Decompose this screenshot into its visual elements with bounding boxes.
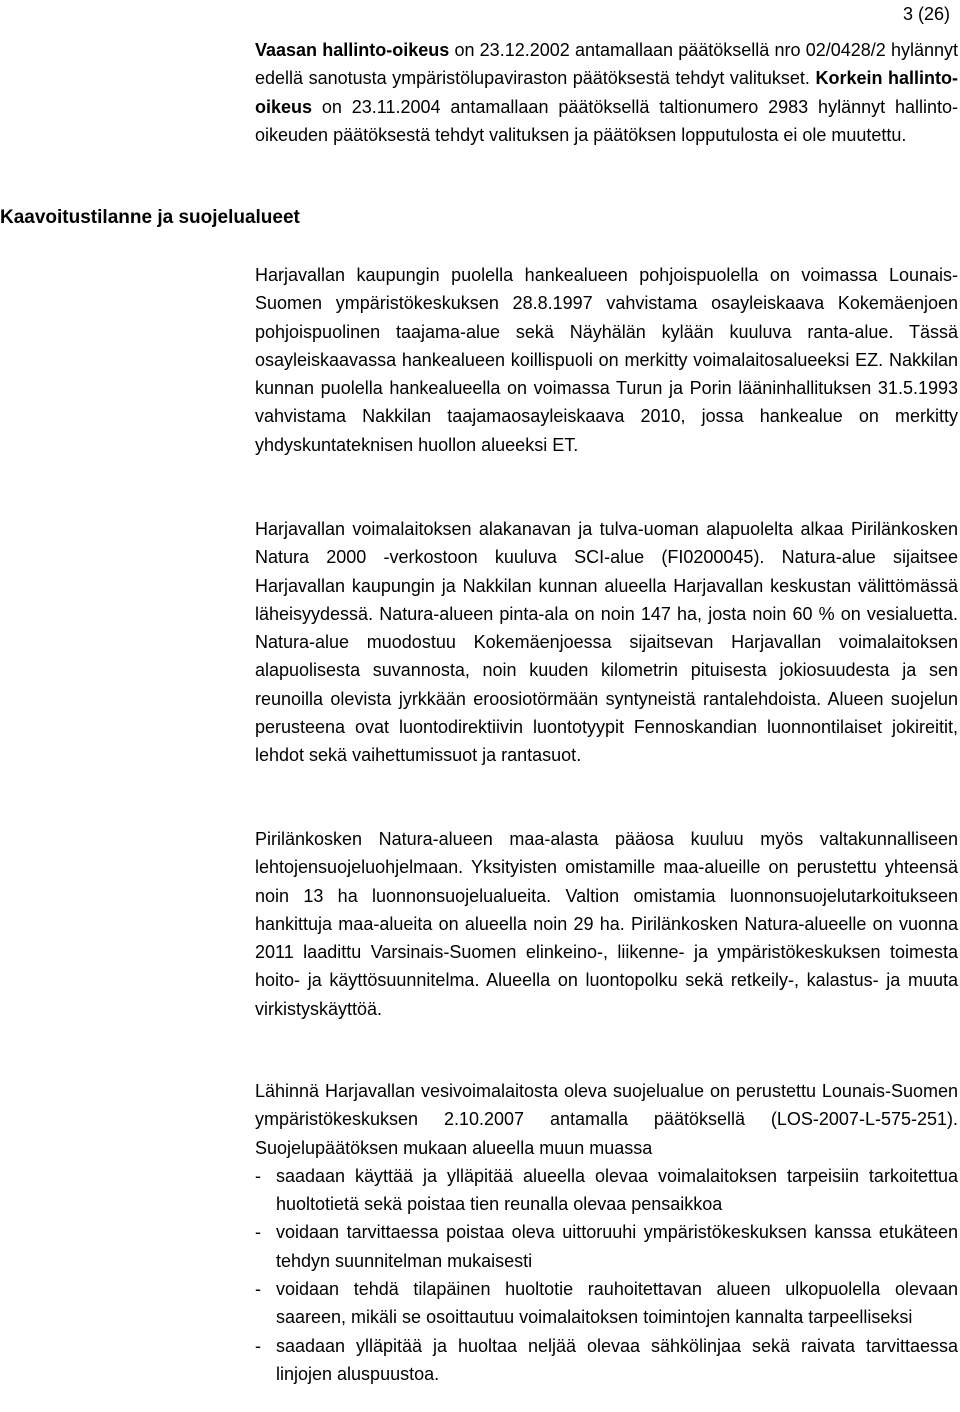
paragraph-protection-programmes	[255, 825, 958, 1023]
page-number: 3 (26)	[902, 4, 950, 24]
list-item	[255, 1332, 958, 1389]
paragraph3-text: Harjavallan voimalaitoksen alakanavan ja tulva-uoman alapuolelta alkaa Pirilänkosken Natura 2000 -verkostoon kuuluva SCI-alue (FI0200045). Natura-alue sijaitsee Harjavallan kaupungin ja Nakkilan kunnan alueella Harjavallan keskustan välittömässä läheisyydessä. Natura-alueen pinta-ala on noin 147 ha, josta noin 60 % on vesialuetta. Natura-alue muodostuu Kokemäenjoessa sijaitsevan Harjavallan voimalaitoksen alapuolisesta suvannosta, noin kuuden kilometrin pituisesta jokiosuudesta ja sen reunoilla olevista jyrkkään eroosiotörmään syntyneistä rantalehdoista. Alueen suojelun perusteena ovat luontodirektiivin luontotyypit Fennoskandian luonnontilaiset jokireitit, lehdot sekä vaihettumissuot ja rantasuot.	[255, 519, 958, 766]
list-item-text: voidaan tehdä tilapäinen huoltotie rauhoitettavan alueen ulkopuolella olevaan saareen, mikäli se osoittautuu voimalaitoksen toimintojen kannalta tarpeelliseksi	[276, 1279, 958, 1328]
list-dash: -	[255, 1335, 261, 1356]
section-heading: Kaavoitustilanne ja suojelualueet	[0, 207, 300, 228]
list-dash: -	[255, 1279, 261, 1300]
paragraph5-intro: Lähinnä Harjavallan vesivoimalaitosta oleva suojelualue on perustettu Lounais-Suomen ympäristökeskuksen 2.10.2007 antamalla päätöksellä (LOS-2007-L-575-251). Suojelupäätöksen mukaan alueella muun muassa	[255, 1081, 958, 1158]
decision-list	[255, 1162, 958, 1388]
paragraph-zoning	[255, 261, 958, 459]
list-dash: -	[255, 1165, 261, 1186]
paragraph-natura-area	[255, 515, 958, 770]
paragraph-court-decisions	[255, 36, 958, 149]
list-item	[255, 1162, 958, 1219]
paragraph-protection-decision	[255, 1077, 958, 1388]
paragraph2-text: Harjavallan kaupungin puolella hankealueen pohjoispuolella on voimassa Lounais-Suomen ympäristökeskuksen 28.8.1997 vahvistama osayleiskaava Kokemäenjoen pohjoispuolinen taajama-alue sekä Näyhälän kylään kuuluva ranta-alue. Tässä osayleiskaavassa hankealueen koillispuoli on merkitty voimalaitosalueeksi EZ. Nakkilan kunnan puolella hankealueella on voimassa Turun ja Porin lääninhallituksen 31.5.1993 vahvistama Nakkilan taajamaosayleiskaava 2010, jossa hankealue on merkitty yhdyskuntateknisen huollon alueeksi ET.	[255, 265, 958, 455]
list-item-text: saadaan käyttää ja ylläpitää alueella olevaa voimalaitoksen tarpeisiin tarkoitettua huoltotietä sekä poistaa tien reunalla olevaa pensaikkoa	[276, 1165, 958, 1215]
list-item	[255, 1218, 958, 1275]
list-item-text: voidaan tarvittaessa poistaa oleva uittoruuhi ympäristökeskuksen kanssa etukäteen tehdyn suunnitelman mukaisesti	[276, 1222, 958, 1271]
paragraph1-text1: on 23.12.2002 antamallaan päätöksellä nro 02/0428/2 hylännyt edellä sanotusta ympäristölupaviraston päätöksestä tehdyt valitukset.	[255, 40, 959, 89]
list-item	[255, 1275, 958, 1332]
paragraph4-text: Pirilänkosken Natura-alueen maa-alasta pääosa kuuluu myös valtakunnalliseen lehtojensuojeluohjelmaan. Yksityisten omistamille maa-alueille on perustettu yhteensä noin 13 ha luonnonsuojelualueita. Valtion omistamia luonnonsuojelutarkoitukseen hankittuja maa-alueita on alueella noin 29 ha. Pirilänkosken Natura-alueelle on vuonna 2011 laadittu Varsinais-Suomen elinkeino-, liikenne- ja ympäristökeskuksen toimesta hoito- ja käyttösuunnitelma. Alueella on luontopolku sekä retkeily-, kalastus- ja muuta virkistyskäyttöä.	[255, 829, 958, 1019]
court-name-vaasa: Vaasan hallinto-oikeus	[255, 40, 450, 60]
court-name-supreme: Korkein hallinto-oikeus	[255, 68, 958, 117]
list-item-text: saadaan ylläpitää ja huoltaa neljää olevaa sähkölinjaa sekä raivata tarvittaessa linjojen aluspuustoa.	[276, 1335, 958, 1384]
paragraph1-text2: on 23.11.2004 antamallaan päätöksellä taltionumero 2983 hylännyt hallinto-oikeuden päätöksestä tehdyt valituksen ja päätöksen lopputulosta ei ole muutettu.	[255, 96, 958, 145]
list-dash: -	[255, 1222, 261, 1243]
